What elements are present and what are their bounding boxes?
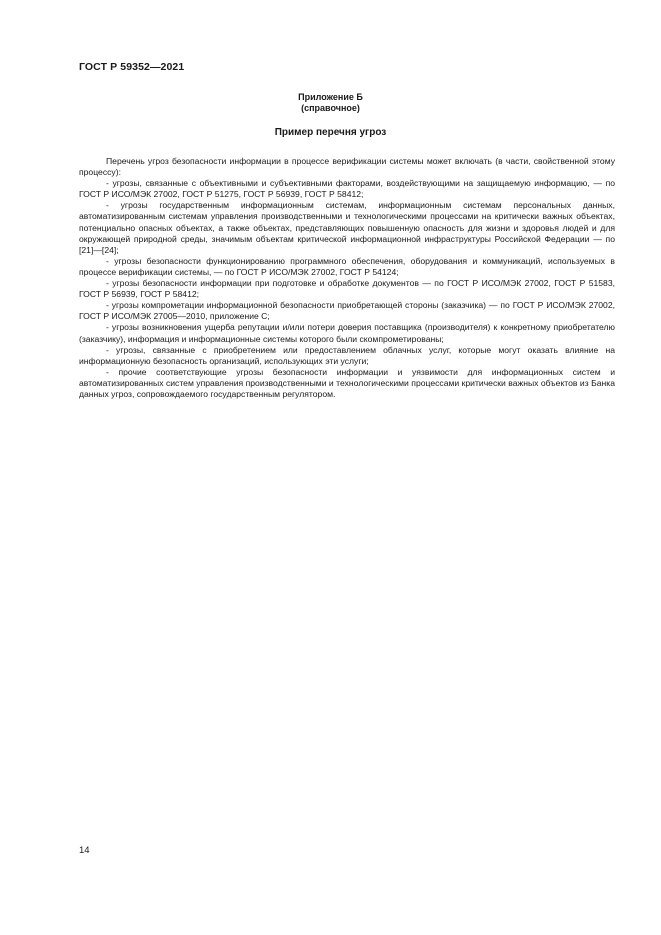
threat-item: - угрозы государственным информационным системам, информационным системам персональных данных, автоматизированным системам управления производственными и технологическими процессами на критически важных объектах, потенциально опасных объектах, а также объектах, представляющих повышенную опасность для жизни и здоровья людей и для окружающей природной среды, значимым объектам критической информационной инфраструктуры Российской Федерации — по [21]—[24]; (79, 200, 615, 255)
page-number: 14 (79, 845, 90, 856)
appendix-subtitle: (справочное) (301, 103, 360, 113)
threat-item: - угрозы возникновения ущерба репутации и/или потери доверия поставщика (производителя) к конкретному приобретателю (заказчику), информация и информационные системы которого были скомпрометированы; (79, 322, 615, 344)
appendix-heading (0, 92, 661, 114)
threat-item: - прочие соответствующие угрозы безопасности информации и уязвимости для информационных систем и автоматизированных систем управления производственными и технологическими процессами критически важных объектов из Банка данных угроз, сопровождаемого государственным регулятором. (79, 366, 615, 399)
standard-header: ГОСТ Р 59352—2021 (79, 61, 185, 73)
intro-paragraph: Перечень угроз безопасности информации в процессе верификации системы может включать (в части, свойственной этому процессу): (79, 156, 615, 178)
threat-item: - угрозы безопасности информации при подготовке и обработке документов — по ГОСТ Р ИСО/МЭК 27002, ГОСТ Р 51583, ГОСТ Р 56939, ГОСТ Р 58412; (79, 278, 615, 300)
threat-list-text (79, 156, 615, 400)
threat-item: - угрозы, связанные с приобретением или предоставлением облачных услуг, которые могут оказать влияние на информационную безопасность организаций, использующих эти услуги; (79, 344, 615, 366)
threat-item: - угрозы компрометации информационной безопасности приобретающей стороны (заказчика) — по ГОСТ Р ИСО/МЭК 27002, ГОСТ Р ИСО/МЭК 27005—2010, приложение С; (79, 300, 615, 322)
threat-item: - угрозы, связанные с объективными и субъективными факторами, воздействующими на защищаемую информацию, — по ГОСТ Р ИСО/МЭК 27002, ГОСТ Р 51275, ГОСТ Р 56939, ГОСТ Р 58412; (79, 178, 615, 200)
threat-item: - угрозы безопасности функционированию программного обеспечения, оборудования и коммуникаций, используемых в процессе верификации системы, — по ГОСТ Р ИСО/МЭК 27002, ГОСТ Р 54124; (79, 255, 615, 277)
section-title: Пример перечня угроз (274, 127, 387, 138)
appendix-title: Приложение Б (298, 92, 363, 102)
